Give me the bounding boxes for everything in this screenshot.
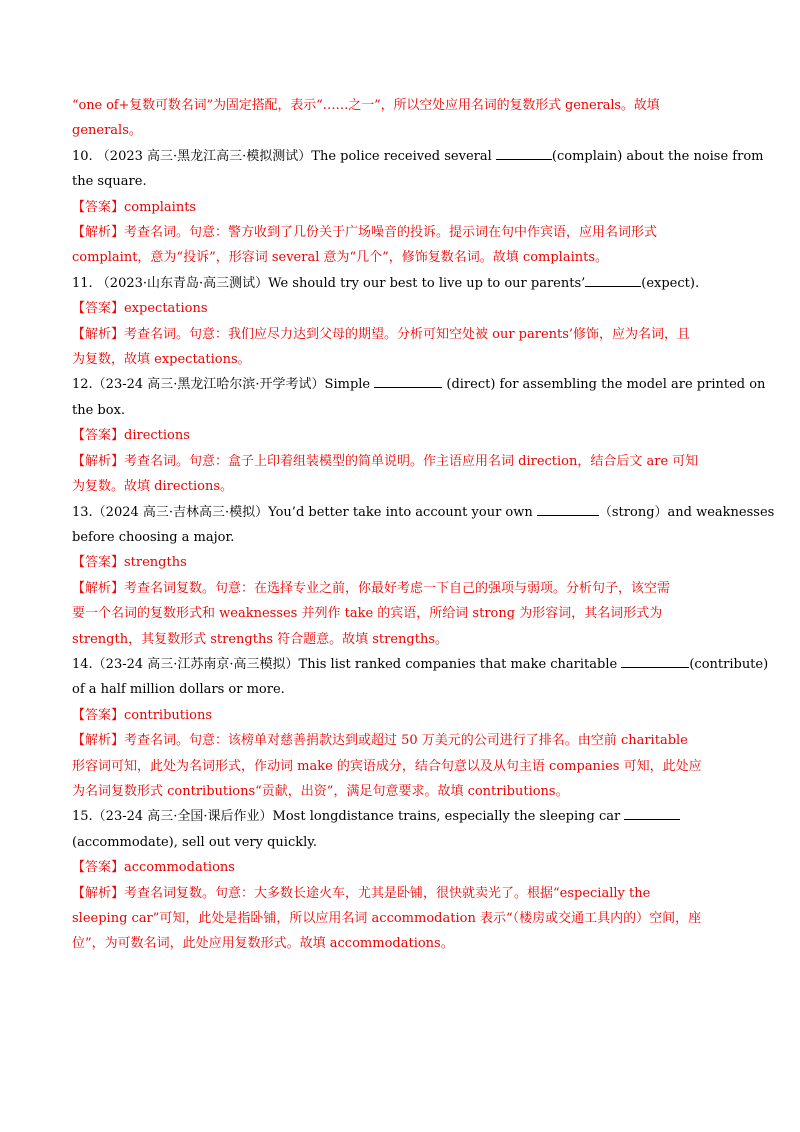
answer-15: 【答案】accommodations: [72, 860, 235, 876]
question-14: [72, 652, 769, 677]
answer-13: 【答案】strengths: [72, 555, 187, 571]
analysis-10-line-1: 【解析】考查名词。句意：警方收到了几份关于广场噪音的投诉。提示词在句中作宾语，应用名词形式: [72, 225, 658, 241]
question-14-line-2: of a half million dollars or more.: [72, 682, 285, 698]
question-15-line-2: (accommodate), sell out very quickly.: [72, 834, 318, 850]
question-11: [72, 271, 732, 296]
question-10-line-2: the square.: [72, 174, 147, 190]
question-10-text: 10. （2023 高三·黑龙江高三·模拟测试）The police received several: [72, 148, 496, 164]
question-10-hint: (complain) about the noise from: [551, 148, 764, 164]
document-page: [72, 93, 775, 957]
analysis-12-line-1: 【解析】考查名词。句意：盒子上印着组装模型的简单说明。作主语应用名词 direction，结合后文 are 可知: [72, 453, 699, 469]
question-12: [72, 372, 766, 397]
question-12-hint: (direct) for assembling the model are printed on: [442, 377, 766, 393]
question-11-text: 11. （2023·山东青岛·高三测试）We should try our best to live up to our parents’: [72, 275, 586, 291]
question-12-line-2: the box.: [72, 402, 126, 418]
question-15-text: 15.（23-24 高三·全国·课后作业）Most longdistance trains, especially the sleeping car: [72, 809, 625, 825]
question-12-text: 12.（23-24 高三·黑龙江哈尔滨·开学考试）Simple: [72, 377, 375, 393]
analysis-13-line-3: strength，其复数形式 strengths 符合题意。故填 strengths。: [72, 631, 449, 647]
analysis-13-line-1: 【解析】考查名词复数。句意：在选择专业之前，你最好考虑一下自己的强项与弱项。分析句子，该空需: [72, 580, 671, 596]
question-15: [72, 804, 732, 829]
answer-blank: [374, 374, 442, 388]
question-13-line-2: before choosing a major.: [72, 529, 235, 545]
analysis-11-line-1: 【解析】考查名词。句意：我们应尽力达到父母的期望。分析可知空处被 our parents’修饰，应为名词，且: [72, 326, 691, 342]
question-13: [72, 500, 775, 525]
question-14-text: 14.（23-24 高三·江苏南京·高三模拟）This list ranked companies that make charitable: [72, 656, 622, 672]
intro-line-1: “one of+复数可数名词”为固定搭配，表示“……之一”，所以空处应用名词的复数形式 generals。故填: [72, 98, 660, 113]
analysis-13-line-2: 要一个名词的复数形式和 weaknesses 并列作 take 的宾语，所给词 strong 为形容词，其名词形式为: [72, 606, 663, 622]
answer-blank: [621, 654, 689, 668]
answer-10: 【答案】complaints: [72, 199, 197, 215]
question-13-text: 13.（2024 高三·吉林高三·模拟）You’d better take into account your own: [72, 504, 537, 520]
analysis-15-line-1: 【解析】考查名词复数。句意：大多数长途火车，尤其是卧铺，很快就卖光了。根据“especially the: [72, 885, 651, 901]
answer-11: 【答案】expectations: [72, 301, 208, 317]
analysis-14-line-2: 形容词可知，此处为名词形式，作动词 make 的宾语成分，结合句意以及从句主语 companies 可知，此处应: [72, 758, 702, 774]
question-10: [72, 144, 764, 169]
answer-blank: [537, 502, 599, 516]
analysis-10-line-2: complaint，意为“投诉”，形容词 several 意为“几个”，修饰复数名词。故填 complaints。: [72, 250, 609, 266]
answer-14: 【答案】contributions: [72, 707, 213, 723]
analysis-12-line-2: 为复数。故填 directions。: [72, 479, 234, 495]
question-11-hint: (expect).: [641, 275, 700, 291]
analysis-14-line-1: 【解析】考查名词。句意：该榜单对慈善捐款达到或超过 50 万美元的公司进行了排名。由空前 charitable: [72, 733, 688, 749]
analysis-14-line-3: 为名词复数形式 contributions“贡献，出资”，满足句意要求。故填 contributions。: [72, 783, 569, 799]
answer-blank: [624, 806, 680, 820]
analysis-15-line-2: sleeping car”可知，此处是指卧铺，所以应用名词 accommodation 表示“（楼房或交通工具内的）空间，座: [72, 911, 702, 926]
answer-blank: [585, 273, 641, 287]
analysis-15-line-3: 位”，为可数名词，此处应用复数形式。故填 accommodations。: [72, 936, 454, 952]
answer-12: 【答案】directions: [72, 428, 190, 444]
answer-blank: [496, 146, 552, 160]
intro-line-2: generals。: [72, 123, 142, 139]
question-13-hint: （strong）and weaknesses: [598, 504, 775, 520]
question-14-hint: (contribute): [689, 656, 769, 672]
analysis-11-line-2: 为复数，故填 expectations。: [72, 352, 251, 368]
